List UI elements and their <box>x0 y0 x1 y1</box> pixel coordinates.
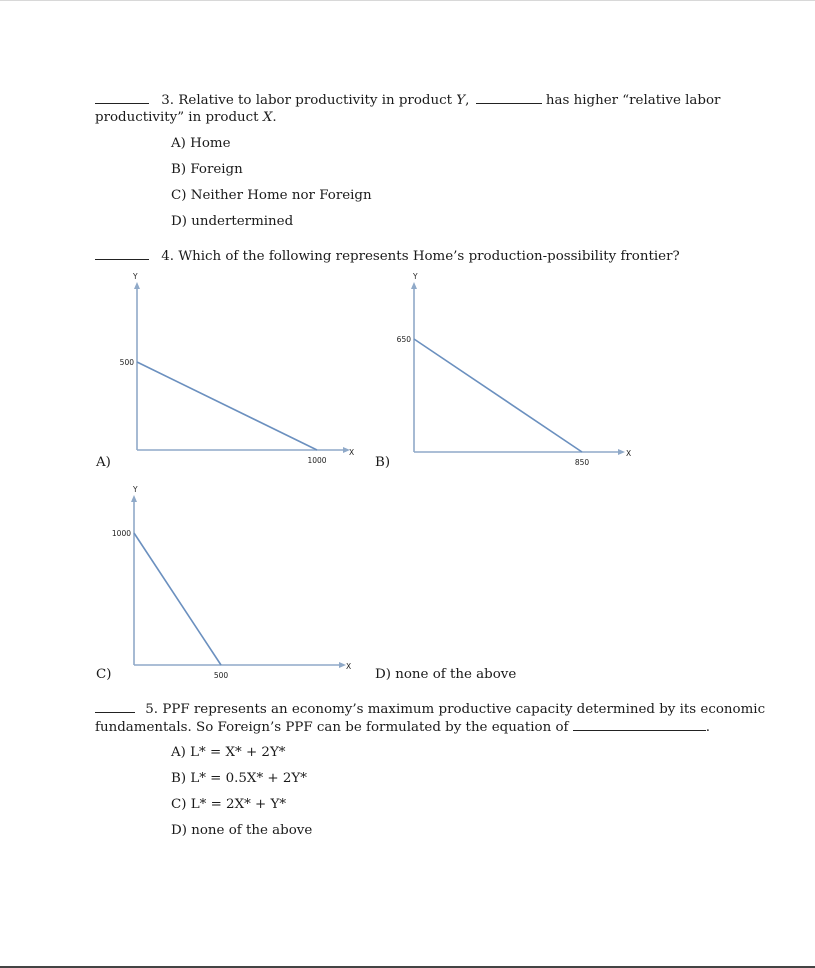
question-5-number: 5. <box>145 702 159 717</box>
question-5-text-a: PPF represents an economy’s maximum productive capacity determined by its economic <box>162 702 766 717</box>
graph-a-label: A) <box>96 455 111 470</box>
graph-c-x-intercept-label: 500 <box>213 671 229 680</box>
q3-option-b: B) Foreign <box>171 162 243 177</box>
question-5-line-2 <box>95 719 710 736</box>
question-3-text-c: productivity” in product <box>95 110 259 125</box>
graph-c-ppf-line <box>134 533 221 665</box>
question-3-line-2: productivity” in product X. <box>95 110 277 125</box>
answer-blank-q5[interactable] <box>95 701 135 713</box>
question-5-line-1 <box>95 701 765 718</box>
question-5-period: . <box>705 720 711 735</box>
q5-option-b: B) L* = 0.5X* + 2Y* <box>171 771 307 786</box>
question-3-var-x: X <box>262 110 273 125</box>
q3-option-c: C) Neither Home nor Foreign <box>171 188 372 203</box>
question-5-text-b: fundamentals. So Foreign’s PPF can be formulated by the equation of <box>95 720 569 735</box>
graph-c-y-label: Y <box>133 485 138 494</box>
graph-c-label: C) <box>96 667 112 682</box>
graph-a-y-intercept-label: 500 <box>119 358 134 367</box>
graph-b-label: B) <box>375 455 391 470</box>
graph-a-x-intercept-label: 1000 <box>307 456 327 465</box>
graph-a-y-label: Y <box>133 272 138 281</box>
graph-b-y-label: Y <box>413 272 418 281</box>
question-3-line-1: 3. Relative to labor productivity in product Y, has higher “relative labor <box>95 92 720 109</box>
graph-c-x-label: X <box>346 662 352 671</box>
graph-a-x-label: X <box>349 448 355 457</box>
q5-option-c: C) L* = 2X* + Y* <box>171 797 287 812</box>
q3-option-d: D) undertermined <box>171 214 294 229</box>
graph-b-x-intercept-label: 850 <box>574 458 590 467</box>
q4-option-d: D) none of the above <box>375 667 517 682</box>
question-3-text-a: Relative to labor productivity in product <box>178 93 452 108</box>
q5-option-d: D) none of the above <box>171 823 313 838</box>
question-4-text: Which of the following represents Home’s production-possibility frontier? <box>178 249 680 264</box>
q5-option-a: A) L* = X* + 2Y* <box>171 745 286 760</box>
question-3-number: 3. <box>161 93 175 108</box>
graph-c-y-intercept-label: 1000 <box>111 529 131 538</box>
graph-b-x-label: X <box>626 449 632 458</box>
graph-c-y-arrow <box>131 495 137 502</box>
question-3-var-y: Y <box>456 93 466 108</box>
fill-blank-q5[interactable] <box>573 719 706 731</box>
question-4-number: 4. <box>161 249 175 264</box>
graph-b-y-intercept-label: 650 <box>396 335 411 344</box>
graph-c-x-arrow <box>339 662 346 668</box>
question-3-text-b: has higher “relative labor <box>545 93 721 108</box>
q3-option-a: A) Home <box>171 136 231 151</box>
